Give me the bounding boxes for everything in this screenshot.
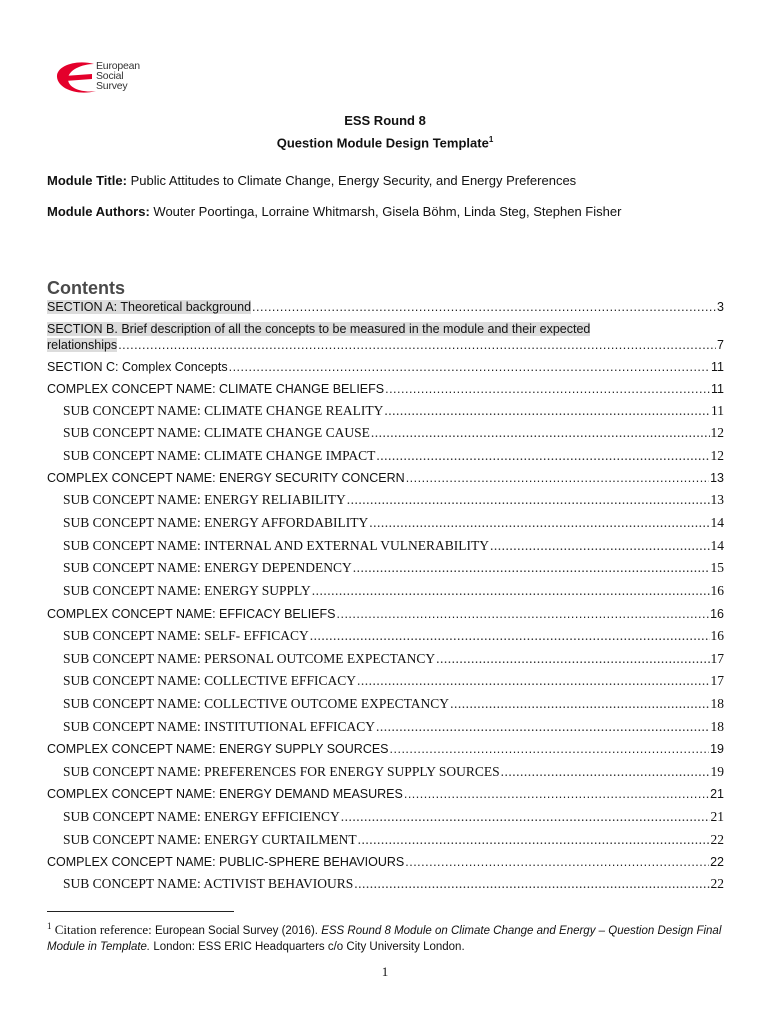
- toc-entry-label: COMPLEX CONCEPT NAME: CLIMATE CHANGE BELIEFS: [47, 382, 385, 396]
- toc-leader: [229, 360, 710, 374]
- toc-entry-page: 16: [710, 628, 724, 643]
- toc-leader: [406, 471, 709, 485]
- toc-entry-page: 11: [711, 403, 724, 418]
- toc-entry-page: 21: [710, 809, 724, 824]
- footnote-text-1: European Social Survey (2016).: [151, 924, 322, 937]
- toc-entry-page: 22: [710, 876, 724, 891]
- toc-entry[interactable]: [63, 515, 724, 531]
- toc-leader: [347, 492, 710, 508]
- toc-entry-page: 11: [711, 382, 724, 396]
- toc-entry-section-a[interactable]: [47, 300, 724, 314]
- toc-leader: [501, 764, 710, 780]
- footnote-divider: [47, 911, 234, 912]
- module-authors: [47, 204, 621, 219]
- toc-entry[interactable]: [63, 403, 724, 419]
- toc-entry-page: 14: [710, 538, 724, 553]
- toc-entry-label: COMPLEX CONCEPT NAME: EFFICACY BELIEFS: [47, 607, 336, 621]
- toc-entry-label: SUB CONCEPT NAME: INSTITUTIONAL EFFICACY: [63, 719, 376, 734]
- toc-entry[interactable]: [47, 360, 724, 374]
- toc-entry[interactable]: [63, 673, 724, 689]
- toc-entry-label: SUB CONCEPT NAME: PERSONAL OUTCOME EXPECTANCY: [63, 651, 436, 666]
- toc-entry-page: 16: [710, 583, 724, 598]
- toc-entry[interactable]: [47, 607, 724, 621]
- toc-entry[interactable]: [63, 764, 724, 780]
- toc-leader: [341, 809, 710, 825]
- toc-entry-page: 18: [710, 696, 724, 711]
- contents-heading: Contents: [47, 278, 125, 298]
- footnote: [47, 918, 727, 955]
- toc-entry-page: 13: [710, 471, 724, 485]
- toc-entry[interactable]: [63, 809, 724, 825]
- toc-entry-page: 19: [710, 764, 724, 779]
- toc-entry-page: 3: [717, 300, 724, 314]
- toc-leader: [310, 628, 710, 644]
- toc-leader: [450, 696, 709, 712]
- toc-entry[interactable]: [47, 787, 724, 801]
- toc-entry-label: SUB CONCEPT NAME: ACTIVIST BEHAVIOURS: [63, 876, 354, 891]
- toc-entry-page: 17: [710, 673, 724, 688]
- toc-leader: [385, 382, 710, 396]
- toc-entry-label: SUB CONCEPT NAME: ENERGY RELIABILITY: [63, 492, 346, 507]
- toc-entry-page: 22: [710, 832, 724, 847]
- module-authors-value: Wouter Poortinga, Lorraine Whitmarsh, Gisela Böhm, Linda Steg, Stephen Fisher: [153, 204, 622, 219]
- footnote-mark: 1: [47, 921, 52, 931]
- toc-leader: [404, 787, 709, 801]
- toc-entry-page: 14: [710, 515, 724, 530]
- toc-entry-page: 12: [710, 448, 724, 463]
- footnote-ref: 1: [488, 135, 494, 144]
- toc-leader: [357, 673, 709, 689]
- toc-entry-page: 18: [710, 719, 724, 734]
- toc-entry-label: SUB CONCEPT NAME: INTERNAL AND EXTERNAL VULNERABILITY: [63, 538, 489, 553]
- toc-entry-label: SUB CONCEPT NAME: COLLECTIVE OUTCOME EXPECTANCY: [63, 696, 450, 711]
- toc-leader: [376, 719, 709, 735]
- toc-entry[interactable]: [63, 628, 724, 644]
- toc-entry-label: SUB CONCEPT NAME: ENERGY DEPENDENCY: [63, 560, 352, 575]
- footnote-lead: Citation reference:: [54, 921, 152, 937]
- toc-entry-label: COMPLEX CONCEPT NAME: ENERGY SECURITY CONCERN: [47, 471, 405, 485]
- toc-entry-label: SUB CONCEPT NAME: SELF- EFFICACY: [63, 628, 309, 643]
- toc-entry-page: 7: [717, 338, 724, 352]
- toc-entry-label: SUB CONCEPT NAME: ENERGY EFFICIENCY: [63, 809, 340, 824]
- toc-entry-page: 12: [710, 425, 724, 440]
- toc-entry[interactable]: [63, 719, 724, 735]
- title-line-2-text: Question Module Design Template: [276, 135, 489, 151]
- footnote-italic: ESS Round 8 Module on Climate Change and Energy – Question Design Final Module in Template.: [47, 924, 722, 953]
- module-authors-label: Module Authors:: [47, 204, 150, 219]
- footnote-text-2: London: ESS ERIC Headquarters c/o City University London.: [150, 940, 465, 953]
- toc-entry[interactable]: [47, 382, 724, 396]
- toc-leader: [312, 583, 710, 599]
- toc-entry[interactable]: [47, 855, 724, 869]
- toc-entry-label: SUB CONCEPT NAME: PREFERENCES FOR ENERGY SUPPLY SOURCES: [63, 764, 500, 779]
- toc-entry[interactable]: [63, 832, 724, 848]
- toc-entry-page: 21: [710, 787, 724, 801]
- toc-leader: [405, 855, 709, 869]
- toc-entry-page: 16: [710, 607, 724, 621]
- toc-leader: [252, 300, 716, 314]
- logo-line-3: Survey: [96, 80, 128, 92]
- toc-entry[interactable]: [63, 492, 724, 508]
- toc-entry[interactable]: [63, 560, 724, 576]
- title-line-2: [0, 130, 770, 152]
- toc-entry-label: SUB CONCEPT NAME: ENERGY CURTAILMENT: [63, 832, 357, 847]
- logo-text: [96, 61, 140, 91]
- toc-entry[interactable]: [63, 696, 724, 712]
- logo-line-2: Social: [96, 70, 124, 82]
- logo-line-1: European: [96, 60, 140, 72]
- toc-entry[interactable]: [47, 471, 724, 485]
- toc-leader: [337, 607, 710, 621]
- toc-entry-page: 17: [710, 651, 724, 666]
- page-number: 1: [381, 964, 389, 979]
- toc-entry-label: COMPLEX CONCEPT NAME: ENERGY DEMAND MEASURES: [47, 787, 403, 801]
- toc-entry-section-b-line1[interactable]: [47, 322, 590, 336]
- toc-entry[interactable]: [63, 876, 724, 892]
- toc-entry[interactable]: [63, 583, 724, 599]
- toc-leader: [354, 876, 709, 892]
- toc-leader: [118, 338, 716, 352]
- toc-entry-label-cont: relationships: [47, 338, 118, 352]
- toc-entry-label: SUB CONCEPT NAME: CLIMATE CHANGE CAUSE: [63, 425, 370, 440]
- toc-leader: [369, 515, 709, 531]
- toc-entry-label: SUB CONCEPT NAME: COLLECTIVE EFFICACY: [63, 673, 357, 688]
- document-title: [0, 111, 770, 152]
- toc-entry-label: COMPLEX CONCEPT NAME: ENERGY SUPPLY SOURCES: [47, 742, 389, 756]
- toc-entry-label: COMPLEX CONCEPT NAME: PUBLIC-SPHERE BEHAVIOURS: [47, 855, 405, 869]
- toc-leader: [353, 560, 710, 576]
- toc-entry-section-b-line2[interactable]: [47, 338, 724, 352]
- toc-entry-page: 13: [710, 492, 724, 507]
- toc-entry-label: SUB CONCEPT NAME: ENERGY SUPPLY: [63, 583, 311, 598]
- toc-entry-page: 15: [710, 560, 724, 575]
- module-title: [47, 173, 576, 188]
- toc-leader: [376, 448, 709, 464]
- toc-entry[interactable]: [63, 651, 724, 667]
- toc-entry-label: SECTION A: Theoretical background: [47, 300, 252, 314]
- toc-leader: [436, 651, 709, 667]
- module-title-value: Public Attitudes to Climate Change, Energy Security, and Energy Preferences: [130, 173, 577, 188]
- toc-leader: [358, 832, 710, 848]
- toc-entry[interactable]: [47, 742, 724, 756]
- toc-leader: [490, 538, 710, 554]
- toc-entry[interactable]: [63, 448, 724, 464]
- toc-leader: [390, 742, 710, 756]
- toc-entry[interactable]: [63, 538, 724, 554]
- toc-leader: [371, 425, 710, 441]
- toc-entry-page: 19: [710, 742, 724, 756]
- toc-entry-label: SUB CONCEPT NAME: CLIMATE CHANGE REALITY: [63, 403, 384, 418]
- toc-entry-page: 22: [710, 855, 724, 869]
- toc-entry-label: SUB CONCEPT NAME: ENERGY AFFORDABILITY: [63, 515, 369, 530]
- title-line-1: ESS Round 8: [344, 113, 426, 128]
- toc-entry[interactable]: [63, 425, 724, 441]
- module-title-label: Module Title:: [47, 173, 127, 188]
- toc-entry-label: SECTION C: Complex Concepts: [47, 360, 228, 374]
- toc-leader: [384, 403, 710, 419]
- toc-entry-label: SUB CONCEPT NAME: CLIMATE CHANGE IMPACT: [63, 448, 376, 463]
- toc-entry-page: 11: [711, 360, 724, 374]
- toc-entry-label: SECTION B. Brief description of all the concepts to be measured in the module and their expected: [47, 322, 591, 336]
